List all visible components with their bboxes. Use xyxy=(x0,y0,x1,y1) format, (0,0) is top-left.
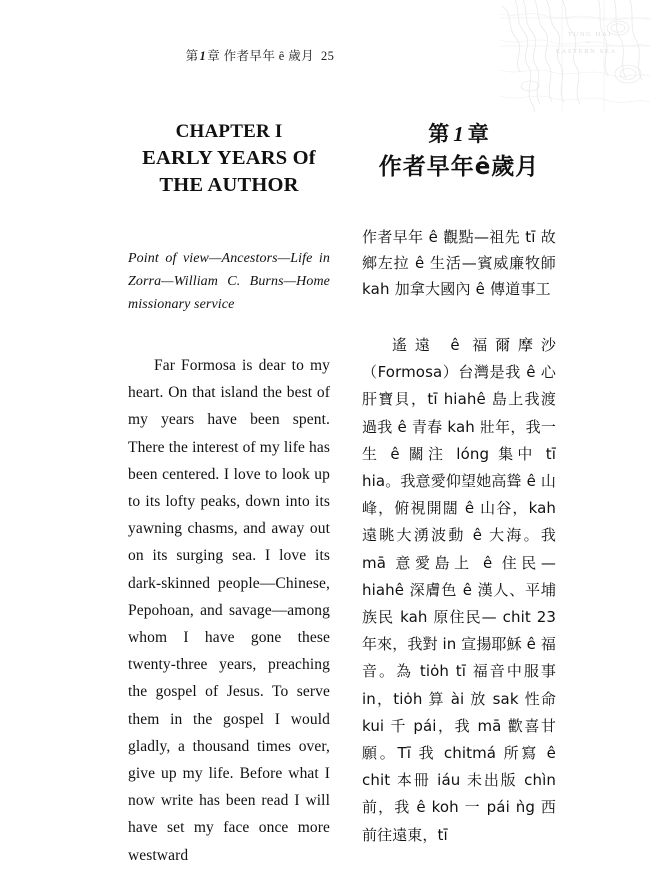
map-label-eastern-sea: EASTERN SEA xyxy=(556,48,617,55)
english-synopsis: Point of view—Ancestors—Life in Zorra—William C. Burns—Home missionary service xyxy=(128,251,330,312)
running-head-chapter-prefix: 第 xyxy=(185,49,199,63)
chinese-title-line-2-b: 歲月 xyxy=(491,154,540,180)
spacer-synopsis-body-en xyxy=(128,316,330,352)
running-head xyxy=(0,46,650,64)
map-label-or: or xyxy=(586,39,591,44)
running-head-chapter-title: 章 作者早年 ê 歲月 xyxy=(207,49,315,63)
running-head-chapter-number: 1 xyxy=(199,49,207,63)
map-label-tung-hai: TUNG HAI xyxy=(568,31,613,38)
chinese-synopsis: 作者早年 ê 觀點—祖先 tī 故鄉左拉 ê 生活—賓威廉牧師 kah 加拿大國內 ê 傳道事工 xyxy=(362,228,556,298)
english-body-paragraph: Far Formosa is dear to my heart. On that island the best of my years have been spent. There the interest of my life has been centered. I love to look up to its lofty peaks, down into its yawning chasms, and away out on its surging sea. I love its dark-skinned people—Chinese, Pepohoan, and savage—among whom I have gone these twenty-three years, preaching the gospel of Jesus. To serve them in the gospel I would gladly, a thousand times over, give up my life. Before what I now write has been read I will have set my face once more westward xyxy=(128,357,330,864)
chinese-title-suffix: 章 xyxy=(467,122,490,146)
chinese-title-line-2-e: ê xyxy=(474,154,492,180)
english-chapter-title xyxy=(128,118,330,199)
two-column-layout xyxy=(0,118,650,869)
spacer-synopsis-body-zh xyxy=(362,302,556,332)
chinese-title-chapter-number: 1 xyxy=(453,122,465,146)
chinese-chapter-title xyxy=(362,118,556,184)
chinese-title-prefix: 第 xyxy=(428,122,451,146)
chinese-column xyxy=(362,118,556,869)
english-column xyxy=(128,118,330,869)
chinese-body-paragraph: 遙遠 ê 福爾摩沙（Formosa）台灣是我 ê 心肝寶貝，tī hiahê 島上我渡過我 ê 青春 kah 壯年，我一生 ê 關注 lóng 集中 tī hia。我意愛仰望她高聳 ê 山峰，俯視開闊 ê 山谷，kah 遠眺大湧波動 ê 大海。我 mā 意愛島上 ê 住民— hiahê 深膚色 ê 漢人、平埔族民 kah 原住民— chit 23 年來，我對 in 宣揚耶穌 ê 福音。為 tiȯh tī 福音中服事 in，tiȯh 算 ài 放 sak 性命 kui 千 pái，我 mā 歡喜甘願。Tī 我 chitmá 所寫 ê chit 本冊 iáu 未出版 chìn 前，我 ê koh 一 pái ǹg 西前往遠東，tī xyxy=(362,336,556,844)
spacer-title-synopsis-zh xyxy=(362,184,556,224)
chinese-title-line-2-a: 作者早年 xyxy=(378,154,475,180)
english-title-line-2: EARLY YEARS Of xyxy=(142,147,316,169)
english-title-line-3: THE AUTHOR xyxy=(159,174,299,196)
page-number: 25 xyxy=(321,49,335,63)
spacer-title-synopsis-en xyxy=(128,199,330,247)
english-title-line-1: CHAPTER I xyxy=(175,121,283,142)
